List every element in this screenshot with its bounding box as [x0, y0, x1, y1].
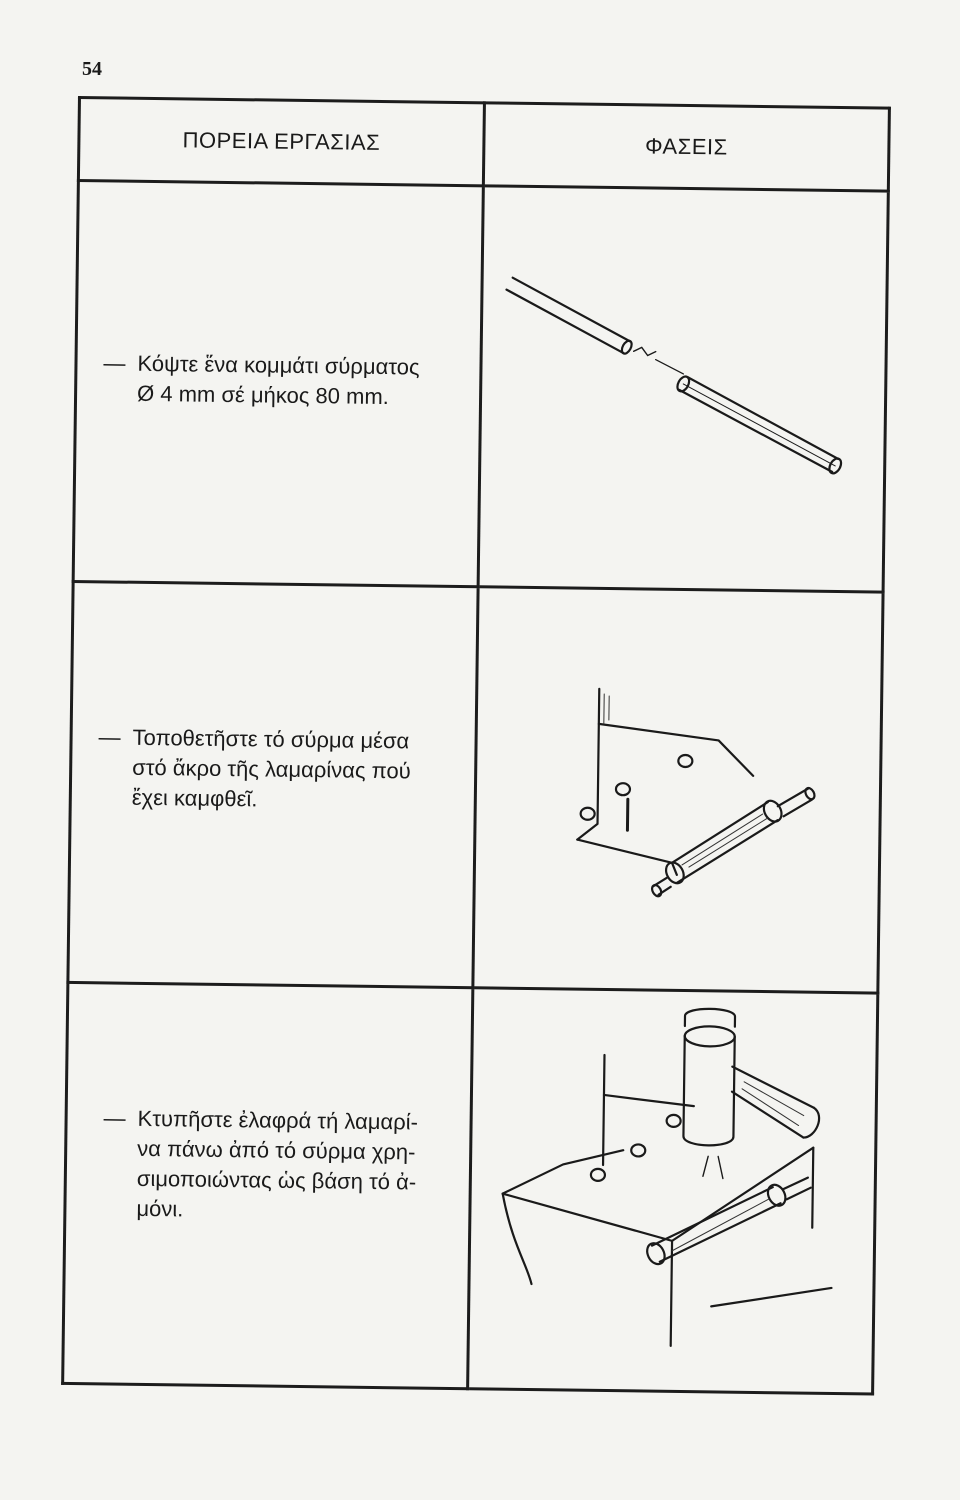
hammer-on-anvil-icon: [470, 993, 875, 1388]
instruction-line: Κόψτε ἕνα κομμάτι σύρματος: [137, 350, 420, 380]
instruction-line: μόνι.: [136, 1195, 184, 1222]
instruction-text: [66, 1103, 470, 1228]
bullet-dash: —: [103, 350, 126, 376]
procedure-sheet: [61, 96, 922, 1417]
instruction-text: [72, 722, 475, 817]
instruction-line: Τοποθετῆστε τό σύρμα μέσα: [132, 724, 410, 754]
instruction-line: να πάνω ἀπό τό σύρμα χρη-: [137, 1135, 416, 1165]
cut-wire-icon: [481, 191, 886, 586]
header-procedure: ΠΟΡΕΙΑ ΕΡΓΑΣΙΑΣ: [78, 98, 484, 186]
instruction-text: [77, 348, 480, 413]
bullet-dash: —: [103, 1105, 126, 1131]
figure-cell: [473, 587, 883, 993]
header-phases: ΦΑΣΕΙΣ: [483, 103, 889, 191]
table-row: [68, 581, 883, 993]
instruction-cell: [68, 581, 478, 987]
page-number: 54: [82, 58, 102, 80]
instruction-line: Ø 4 mm σέ μήκος 80 mm.: [136, 380, 390, 410]
procedure-table: [61, 96, 891, 1396]
instruction-cell: [73, 181, 483, 587]
figure-cell: [468, 988, 878, 1394]
table-row: [63, 982, 878, 1394]
figure-cell: [478, 186, 888, 592]
table-row: [73, 181, 888, 593]
instruction-line: ἔχει καμφθεῖ.: [131, 784, 258, 812]
instruction-line: Κτυπῆστε ἐλαφρά τή λαμαρί-: [137, 1105, 419, 1135]
instruction-line: στό ἄκρο τῆς λαμαρίνας πού: [132, 754, 411, 784]
instruction-cell: [63, 982, 473, 1388]
table-header-row: [78, 98, 889, 192]
instruction-line: σιμοποιώντας ὡς βάση τό ἀ-: [136, 1165, 417, 1195]
wire-in-sheet-fold-icon: [475, 592, 880, 987]
bullet-dash: —: [98, 724, 121, 750]
